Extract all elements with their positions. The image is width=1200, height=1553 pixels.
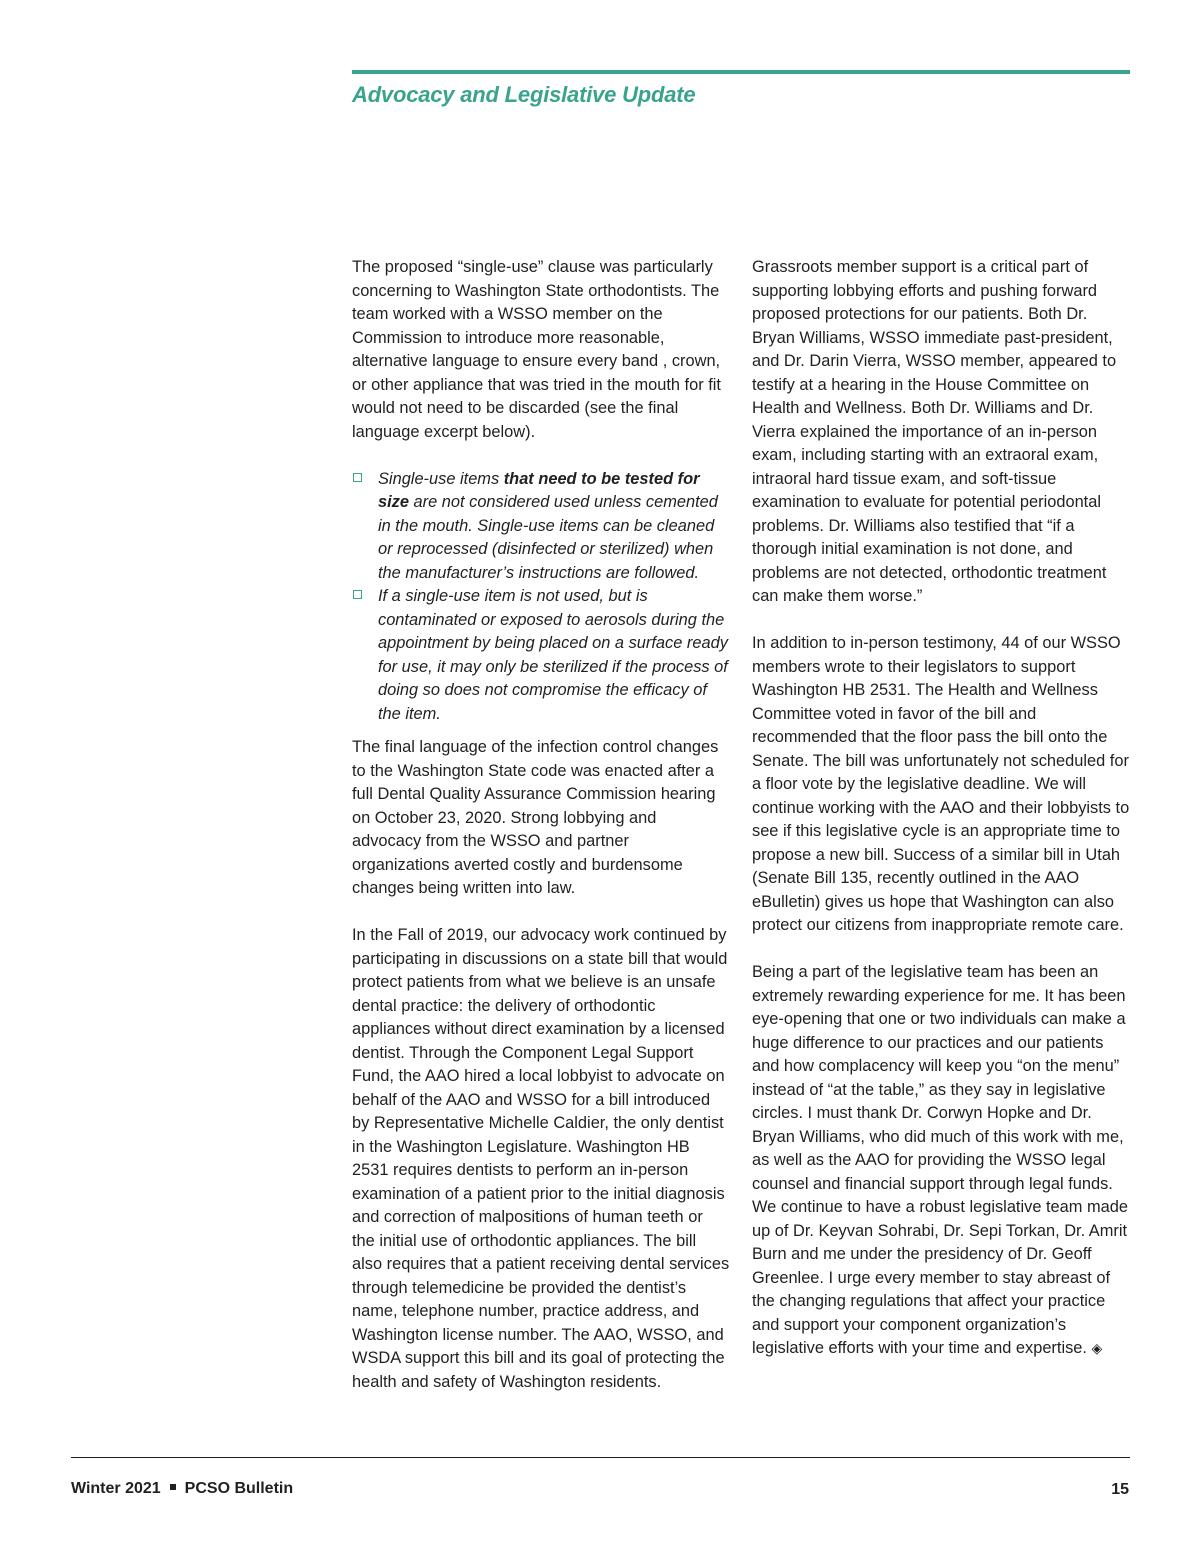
paragraph: The proposed “single-use” clause was particularly concerning to Washington State orthodontists. The team worked with a WSSO member on the Commission to introduce more reasonable, alternative language to ensure every band , crown, or other appliance that was tried in the mouth for fit would not need to be discarded (see the final language excerpt below). [352,258,721,441]
excerpt-emphasis: that need to be tested for size [378,469,700,511]
square-bullet-icon [353,590,362,599]
footer-publication [71,1480,293,1498]
right-column [752,256,1132,1384]
paragraph: Grassroots member support is a critical part of supporting lobbying efforts and pushing forward proposed protections for our patients. Both Dr. Bryan Williams, WSSO immediate past-president, and Dr. Darin Vierra, WSSO member, appeared to testify at a hearing in the House Committee on Health and Wellness. Both Dr. Williams and Dr. Vierra explained the importance of an in-person exam, including starting with an extraoral exam, intraoral hard tissue exam, and soft-tissue examination to evaluate for potential periodontal problems. Dr. Williams also testified that “if a thorough initial examination is not done, and problems are not detected, orthodontic treatment can make them worse.” [752,258,1117,605]
list-item [352,585,730,726]
excerpt-text: If a single-use item is not used, but is contaminated or exposed to aerosols during the appointment by being placed on a surface ready for use, it may only be sterilized if the process of doing so does not compromise the efficacy of the item. [378,587,728,723]
square-bullet-icon [353,473,362,482]
list-item [352,468,730,586]
section-title: Advocacy and Legislative Update [352,82,696,107]
square-separator-icon [170,1484,176,1490]
paragraph [752,961,1132,1361]
paragraph-text: Being a part of the legislative team has been an extremely rewarding experience for me. It has been eye-opening that one or two individuals can make a huge difference to our practices and our patients and how complacency will keep you “on the menu” instead of “at the table,” as they say in legislative circles. I must thank Dr. Corwyn Hopke and Dr. Bryan Williams, who did much of this work with me, as well as the AAO for providing the WSSO legal counsel and financial support through legal funds. We continue to have a robust legislative team made up of Dr. Keyvan Sohrabi, Dr. Sepi Torkan, Dr. Amrit Burn and me under the presidency of Dr. Geoff Greenlee. I urge every member to stay abreast of the changing regulations that affect your practice and support your component organization’s legislative efforts with your time and expertise. [752,963,1128,1357]
paragraph: In addition to in-person testimony, 44 of our WSSO members wrote to their legislators to support Washington HB 2531. The Health and Wellness Committee voted in favor of the bill and recommended that the floor pass the bill onto the Senate. The bill was unfortunately not scheduled for a floor vote by the legislative deadline. We will continue working with the AAO and their lobbyists to see if this legislative cycle is an appropriate time to propose a new bill. Success of a similar bill in Utah (Senate Bill 135, recently outlined in the AAO eBulletin) gives us hope that Washington can also protect our citizens from inappropriate remote care. [752,634,1130,934]
left-column [352,256,730,1418]
footer-rule [71,1457,1130,1458]
excerpt-text: are not considered used unless cemented in the mouth. Single-use items can be cleaned or reprocessed (disinfected or sterilized) when the manufacturer’s instructions are followed. [378,493,718,582]
paragraph: The final language of the infection control changes to the Washington State code was enacted after a full Dental Quality Assurance Commission hearing on October 23, 2020. Strong lobbying and advocacy from the WSSO and partner organizations averted costly and burdensome changes being written into law. [352,738,719,897]
end-mark-icon: ◈ [1091,1340,1103,1356]
excerpt-text: Single-use items [378,469,504,488]
page-number: 15 [1111,1481,1129,1498]
paragraph: In the Fall of 2019, our advocacy work continued by participating in discussions on a state bill that would protect patients from what we believe is an unsafe dental practice: the delivery of orthodontic appliances without direct examination by a licensed dentist. Through the Component Legal Support Fund, the AAO hired a local lobbyist to advocate on behalf of the AAO and WSSO for a bill introduced by Representative Michelle Caldier, the only dentist in the Washington Legislature. Washington HB 2531 requires dentists to perform an in-person examination of a patient prior to the initial diagnosis and correction of malpositions of human teeth or the initial use of orthodontic appliances. The bill also requires that a patient receiving dental services through telemedicine be provided the dentist’s name, telephone number, practice address, and Washington license number. The AAO, WSSO, and WSDA support this bill and its goal of protecting the health and safety of Washington residents. [352,926,730,1391]
publication-label: PCSO Bulletin [184,1480,294,1497]
header-rule [352,70,1130,74]
issue-label: Winter 2021 [71,1480,161,1497]
language-excerpt-list [352,468,730,727]
